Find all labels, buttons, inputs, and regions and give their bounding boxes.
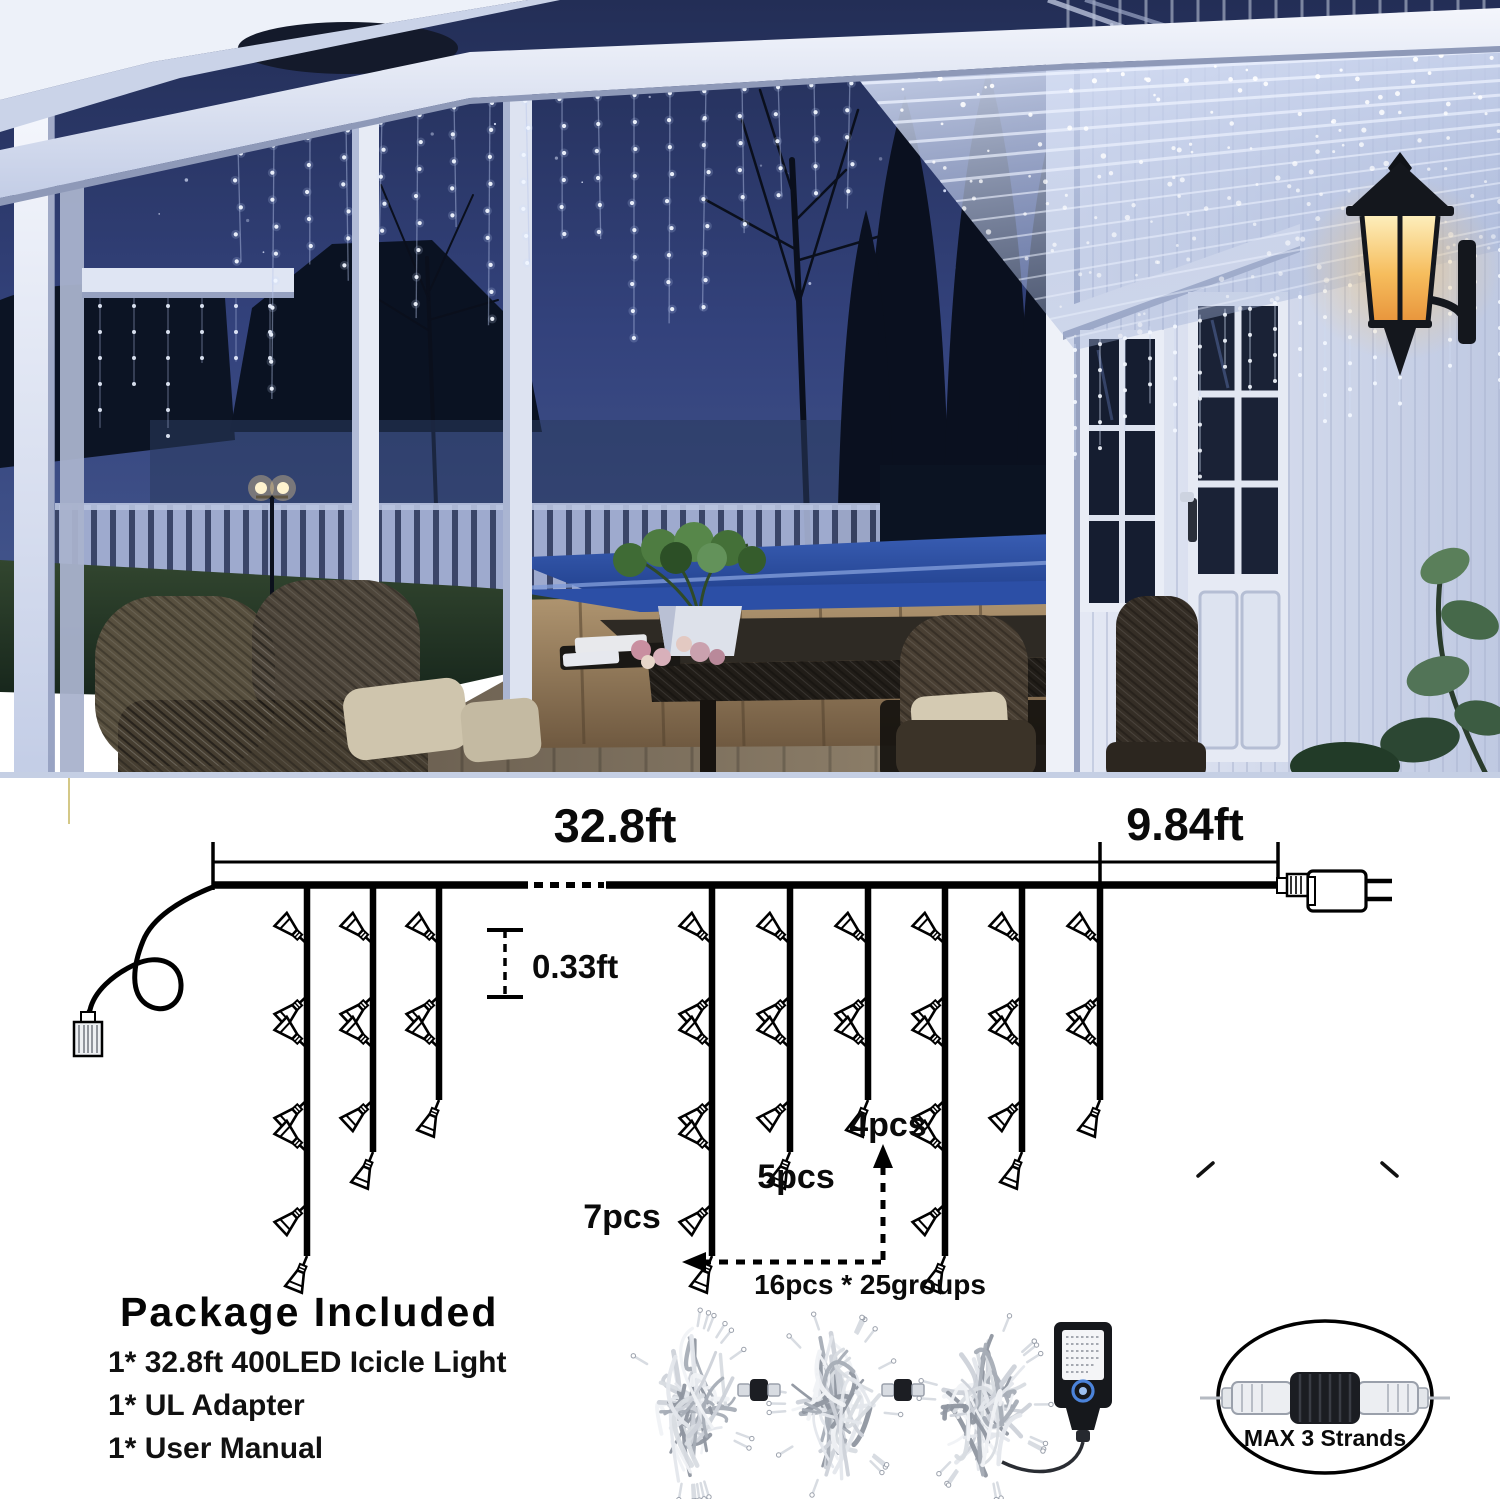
power-plug-icon	[1277, 871, 1392, 911]
lead-length-label: 9.84ft	[1126, 799, 1244, 850]
max-strands-label: MAX 3 Strands	[1243, 1425, 1407, 1451]
light-bundle	[767, 1312, 903, 1497]
max-strands-callout	[1200, 1321, 1450, 1473]
long-drop-count-label: 7pcs	[583, 1198, 661, 1236]
light-bundles	[631, 1308, 1053, 1499]
lead-cord	[74, 887, 213, 1056]
connector-plug-icon	[74, 1012, 102, 1056]
package-item-1: 1* 32.8ft 400LED Icicle Light	[108, 1346, 507, 1379]
product-dimension-diagram	[0, 778, 1500, 1499]
total-length-label: 32.8ft	[553, 799, 677, 852]
package-title: Package Included	[120, 1289, 499, 1335]
scan-artifact	[68, 778, 70, 824]
package-item-3: 1* User Manual	[108, 1432, 324, 1465]
light-bundle	[631, 1308, 757, 1499]
package-item-2: 1* UL Adapter	[108, 1389, 305, 1422]
drop-spacing-dimension	[487, 930, 523, 997]
power-adapter-icon	[1002, 1322, 1112, 1472]
icicle-drops	[275, 882, 1109, 1293]
medium-drop-count-label: 5pcs	[757, 1158, 835, 1196]
group-note-label: 16pcs * 25groups	[754, 1269, 986, 1300]
short-drop-count-label: 4pcs	[849, 1106, 927, 1144]
window	[1080, 330, 1164, 612]
drop-spacing-label: 0.33ft	[532, 948, 619, 985]
door-handle	[1188, 498, 1197, 542]
chair-cushion	[341, 676, 471, 762]
pergola-mid-rail	[82, 268, 294, 296]
stray-mark-right	[1382, 1163, 1397, 1176]
stray-mark-left	[1198, 1163, 1213, 1176]
